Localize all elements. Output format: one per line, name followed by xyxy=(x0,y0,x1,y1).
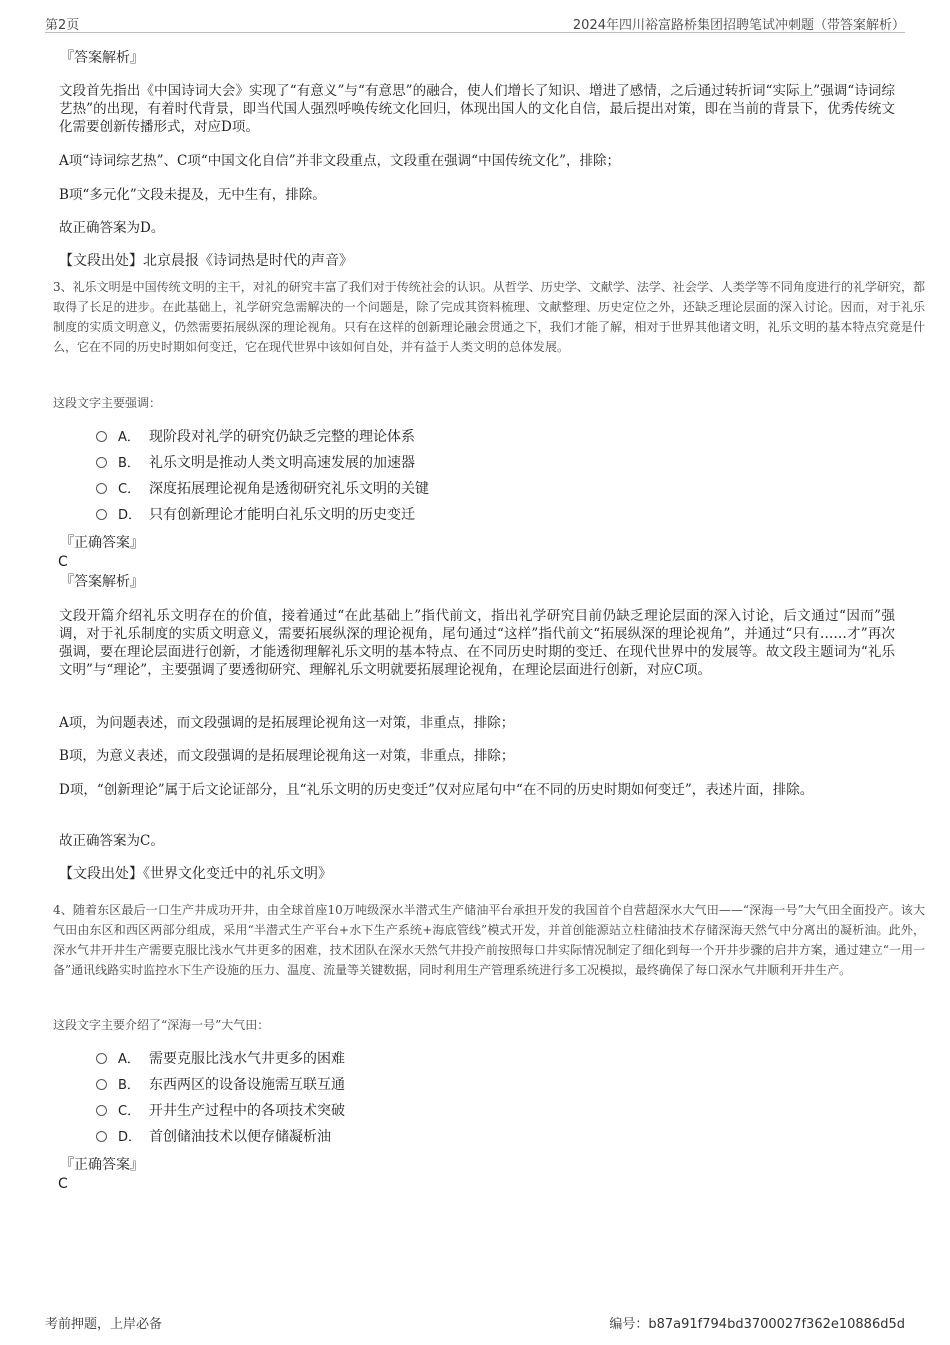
option-b[interactable] xyxy=(96,453,415,473)
option-text: 只有创新理论才能明白礼乐文明的历史变迁 xyxy=(149,507,415,523)
option-text: 需要克服比浅水气井更多的困难 xyxy=(149,1051,345,1067)
page-header xyxy=(45,10,905,33)
analysis-note: B项，为意义表述，而文段强调的是拓展理论视角这一对策，非重点，排除； xyxy=(59,748,515,764)
radio-icon[interactable] xyxy=(96,1053,107,1064)
option-d[interactable] xyxy=(96,505,415,525)
option-text: 东西两区的设备设施需互联互通 xyxy=(149,1077,345,1093)
option-letter: A． xyxy=(118,1052,140,1067)
radio-icon[interactable] xyxy=(96,1131,107,1142)
footer-slogan: 考前押题，上岸必备 xyxy=(45,1317,163,1332)
analysis-note: A项“诗词综艺热”、C项“中国文化自信”并非文段重点，文段重在强调“中国传统文化”，排除； xyxy=(59,153,620,169)
radio-icon[interactable] xyxy=(96,431,107,442)
radio-icon[interactable] xyxy=(96,1079,107,1090)
radio-icon[interactable] xyxy=(96,457,107,468)
analysis-note: B项“多元化”文段未提及，无中生有，排除。 xyxy=(59,187,326,203)
correct-answer-label: 『正确答案』 xyxy=(60,1157,144,1173)
option-c[interactable] xyxy=(96,479,429,499)
analysis-conclusion: 故正确答案为C。 xyxy=(59,833,164,849)
analysis-conclusion: 故正确答案为D。 xyxy=(59,220,165,236)
option-text: 开井生产过程中的各项技术突破 xyxy=(149,1103,345,1119)
option-text: 现阶段对礼学的研究仍缺乏完整的理论体系 xyxy=(149,429,415,445)
radio-icon[interactable] xyxy=(96,509,107,520)
radio-icon[interactable] xyxy=(96,483,107,494)
option-a[interactable] xyxy=(96,1049,345,1069)
option-letter: A． xyxy=(118,430,140,445)
question-prompt: 这段文字主要介绍了“深海一号”大气田： xyxy=(53,1018,270,1032)
option-a[interactable] xyxy=(96,427,415,447)
question-text: 3、礼乐文明是中国传统文明的主干，对礼的研究丰富了我们对于传统社会的认识。从哲学、历史学、文献学、法学、社会学、人类学等不同角度进行的礼学研究，都取得了长足的进步。在此基础上，礼学研究急需解决的一个问题是，除了完成其资料梳理、文献整理、历史定位之外，还缺乏理论层面的深入讨论。因而，对于礼乐制度的实质文明意义，仍然需要拓展纵深的理论视角。只有在这样的创新理论融会贯通之下，我们才能了解，相对于世界其他诸文明，礼乐文明的基本特点究竟是什么，它在不同的历史时期如何变迁，它在现代世界中该如何自处，并有益于人类文明的总体发展。 xyxy=(53,280,925,354)
correct-answer-label: 『正确答案』 xyxy=(60,535,144,551)
correct-answer: C xyxy=(58,554,68,570)
option-letter: C． xyxy=(118,1104,141,1119)
option-letter: C． xyxy=(118,482,141,497)
source-citation: 【文段出处】《世界文化变迁中的礼乐文明》 xyxy=(59,866,332,882)
option-letter: D． xyxy=(118,508,142,523)
option-text: 礼乐文明是推动人类文明高速发展的加速器 xyxy=(149,455,415,471)
option-text: 深度拓展理论视角是透彻研究礼乐文明的关键 xyxy=(149,481,429,497)
radio-icon[interactable] xyxy=(96,1105,107,1116)
option-letter: D． xyxy=(118,1130,142,1145)
page-number: 第2页 xyxy=(45,18,80,33)
option-letter: B． xyxy=(118,1078,140,1093)
document-title: 2024年四川裕富路桥集团招聘笔试冲刺题（带答案解析） xyxy=(572,18,905,33)
option-c[interactable] xyxy=(96,1101,345,1121)
question-text: 4、随着东区最后一口生产井成功开井，由全球首座10万吨级深水半潜式生产储油平台承担开发的我国首个自营超深水大气田——“深海一号”大气田全面投产。该大气田由东区和西区两部分组成，采用“半潜式生产平台+水下生产系统+海底管线”模式开发，并首创能源站立柱储油技术存储深海天然气中分离出的凝析油。此外，深水气井开井生产需要克服比浅水气井更多的困难，技术团队在深水天然气井投产前按照每口井实际情况制定了细化到每一个开井步骤的启井方案，通过建立“一用一备”通讯线路实时监控水下生产设施的压力、温度、流量等关键数据，同时利用生产管理系统进行多工况模拟，最终确保了每口深水气井顺利开井生产。 xyxy=(53,903,925,977)
question-prompt: 这段文字主要强调： xyxy=(53,396,162,410)
option-letter: B． xyxy=(118,456,140,471)
analysis-note: A项，为问题表述，而文段强调的是拓展理论视角这一对策，非重点，排除； xyxy=(59,715,515,731)
source-citation: 【文段出处】北京晨报《诗词热是时代的声音》 xyxy=(59,253,353,269)
analysis-text: 文段开篇介绍礼乐文明存在的价值，接着通过“在此基础上”指代前文，指出礼学研究目前仍缺乏理论层面的深入讨论，后文通过“因而”强调，对于礼乐制度的实质文明意义，需要拓展纵深的理论视角，尾句通过“这样”指代前文“拓展纵深的理论视角”，并通过“只有……才”再次强调，要在理论层面进行创新，才能透彻理解礼乐文明的基本特点、在不同历史时期的变迁、在现代世界中的发展等。故文段主题词为“礼乐文明”与“理论”，主要强调了要透彻研究、理解礼乐文明就要拓展理论视角，在理论层面进行创新，对应C项。 xyxy=(59,608,895,678)
analysis-label: 『答案解析』 xyxy=(60,50,144,66)
correct-answer: C xyxy=(58,1176,68,1192)
analysis-text: 文段首先指出《中国诗词大会》实现了“有意义”与“有意思”的融合，使人们增长了知识、增进了感情，之后通过转折词“实际上”强调“诗词综艺热”的出现，有着时代背景，即当代国人强烈呼唤传统文化回归，体现出国人的文化自信，最后提出对策，即在当前的背景下，优秀传统文化需要创新传播形式，对应D项。 xyxy=(59,83,895,135)
analysis-label: 『答案解析』 xyxy=(60,574,144,590)
option-d[interactable] xyxy=(96,1127,331,1147)
option-text: 首创储油技术以便存储凝析油 xyxy=(149,1129,331,1145)
analysis-note: D项，“创新理论”属于后文论证部分，且“礼乐文明的历史变迁”仅对应尾句中“在不同的历史时期如何变迁”，表述片面，排除。 xyxy=(59,782,814,798)
option-b[interactable] xyxy=(96,1075,345,1095)
document-code: 编号：b87a91f794bd3700027f362e10886d5d xyxy=(609,1317,905,1332)
